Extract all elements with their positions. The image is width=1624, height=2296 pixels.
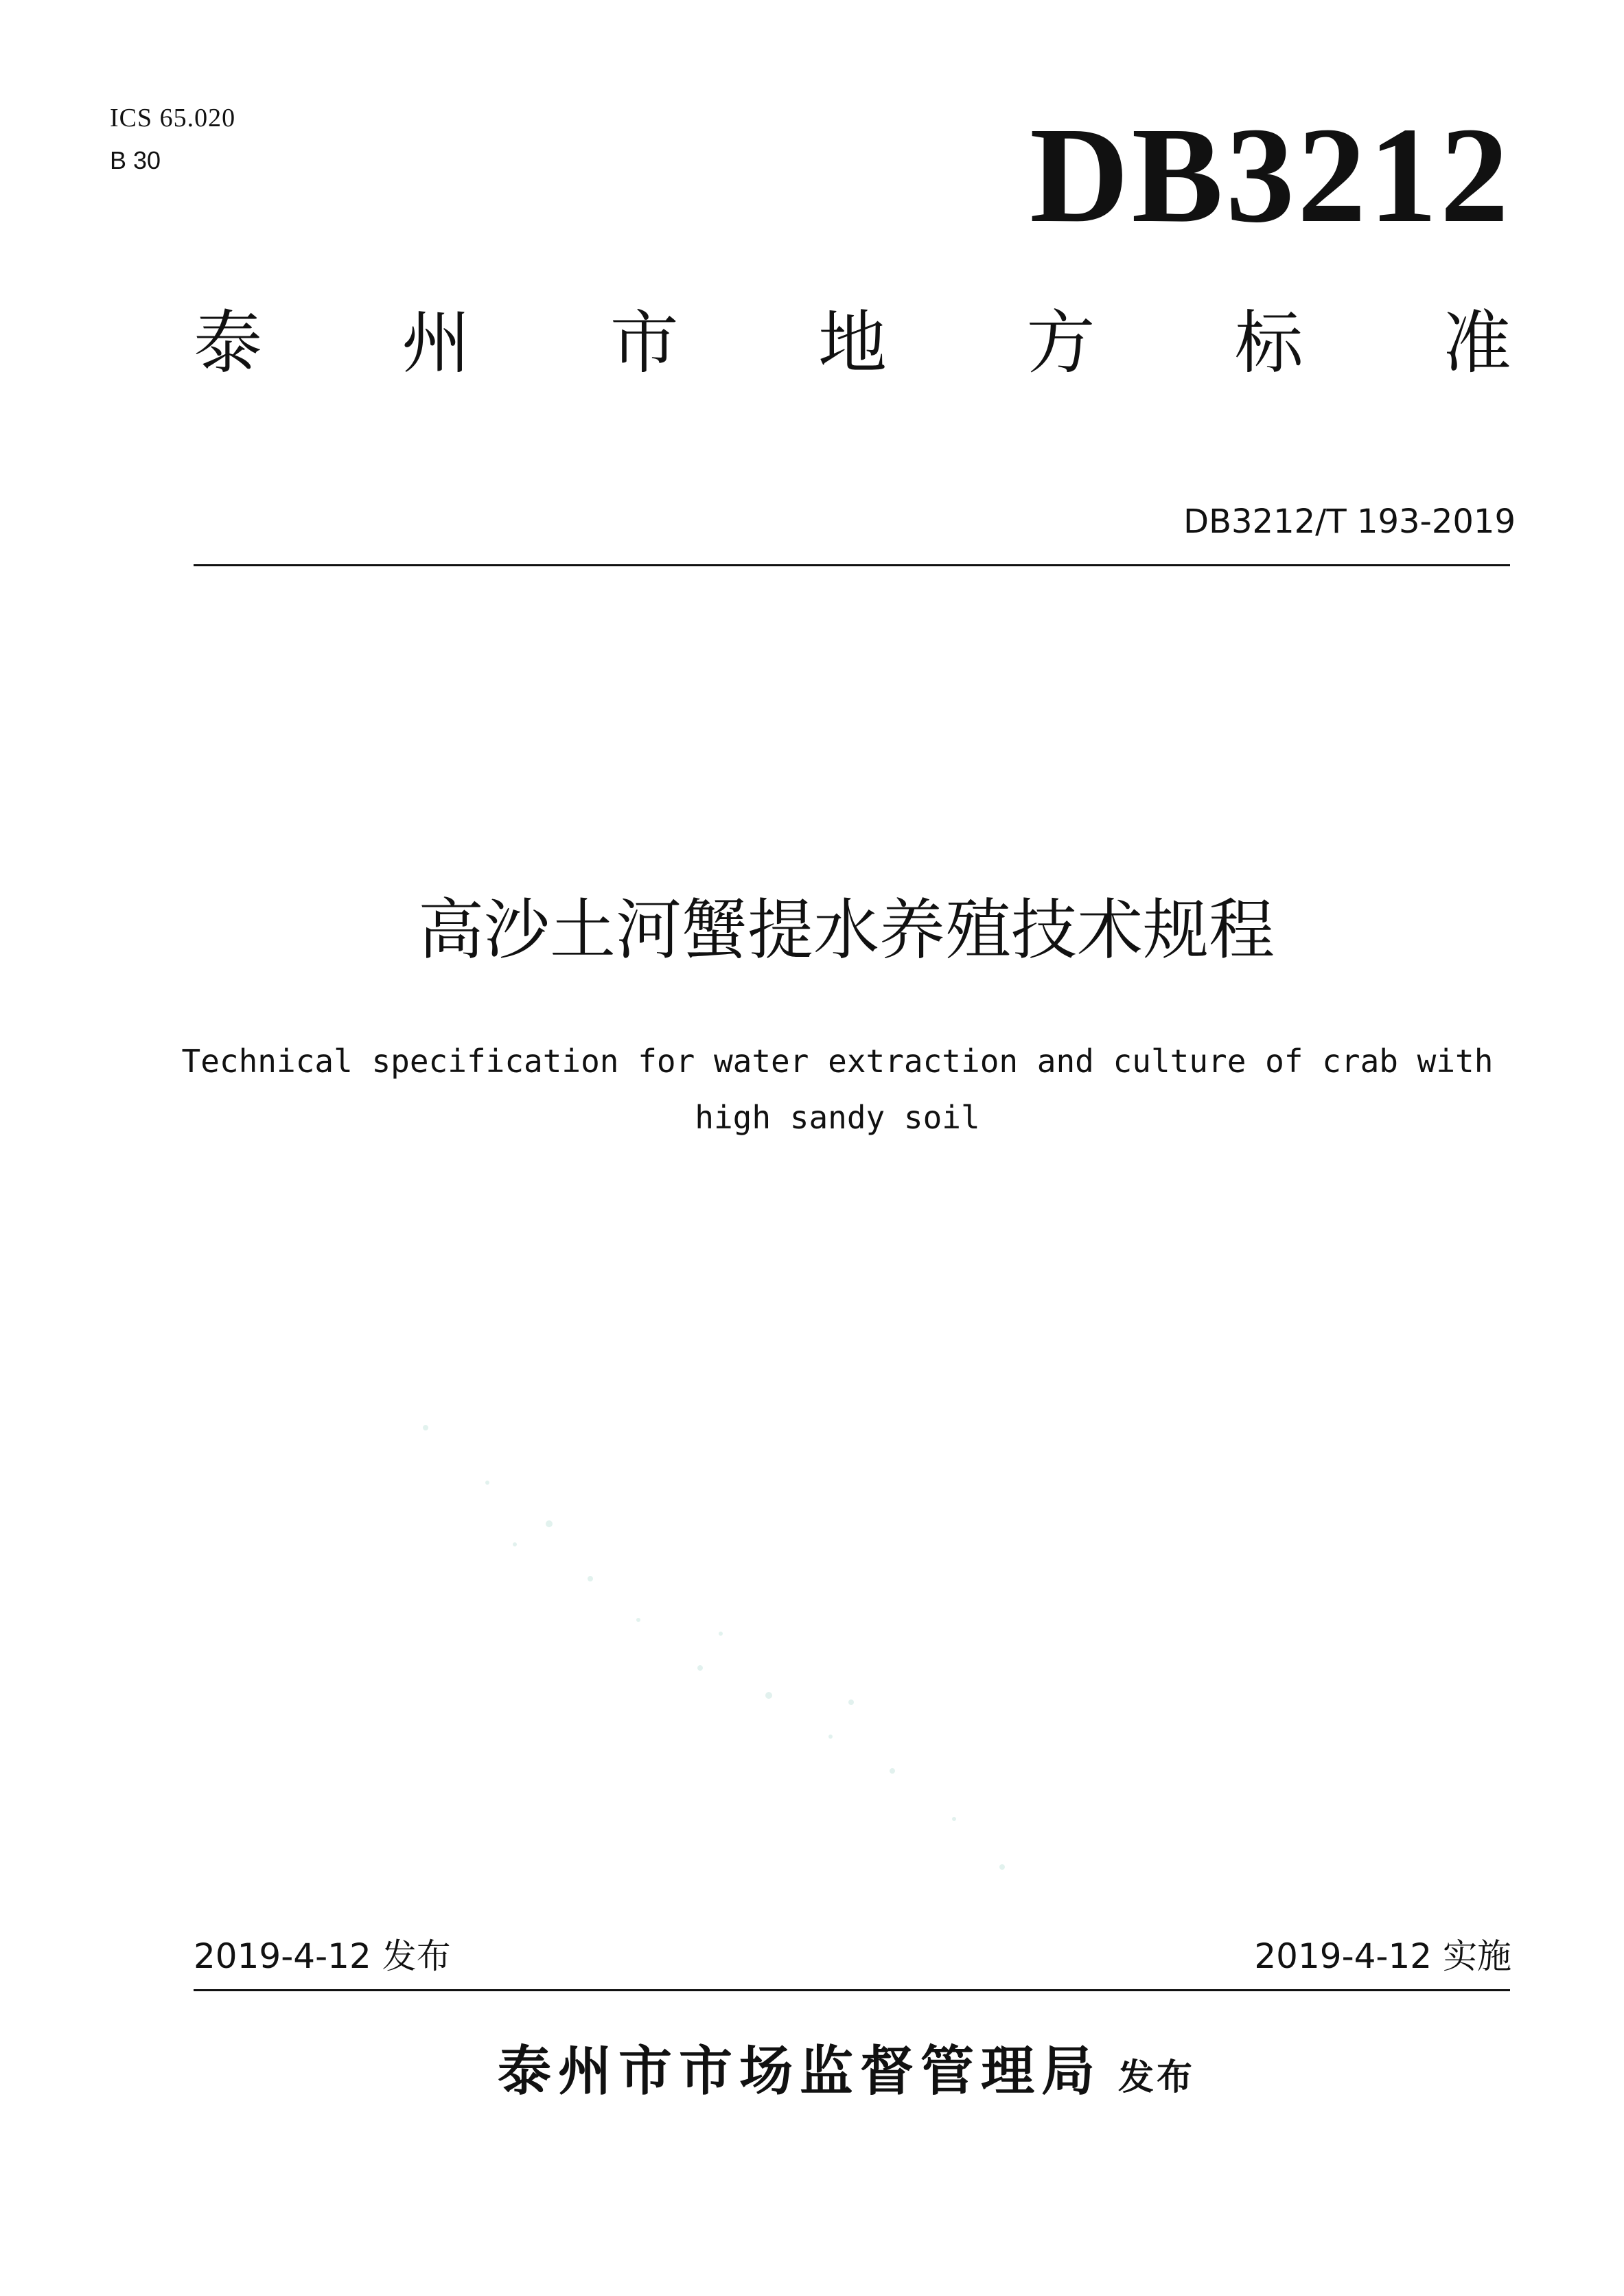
document-title-english: [178, 1033, 1496, 1146]
standard-number: DB3212/T 193-2019: [1183, 502, 1516, 541]
standard-type-char: 市: [610, 303, 679, 383]
english-title-line-1: Technical specification for water extraction and culture of crab with: [181, 1043, 1494, 1080]
standard-type-char: 泰: [194, 303, 262, 383]
standard-code-heading: DB3212: [1030, 100, 1511, 251]
issuer-suffix: 发布: [1118, 2057, 1196, 2098]
standard-type-heading: [194, 299, 1511, 388]
document-title-chinese: 高沙土河蟹提水养殖技术规程: [418, 892, 1275, 969]
standard-type-char: 州: [402, 303, 471, 383]
issue-date: 2019-4-12 发布: [194, 1936, 451, 1976]
standard-type-char: 地: [817, 303, 887, 383]
header-divider: [194, 564, 1510, 566]
issuing-authority: [137, 2028, 1555, 2105]
footer-divider: [194, 1989, 1510, 1991]
ccs-code: B 30: [110, 146, 161, 174]
implementation-date: 2019-4-12 实施: [1254, 1936, 1511, 1976]
standard-type-char: 准: [1442, 303, 1511, 383]
standard-type-char: 标: [1234, 303, 1303, 383]
english-title-line-2: high sandy soil: [695, 1099, 980, 1136]
faint-watermark-dots: [412, 1373, 1304, 1922]
issuer-name: 泰州市市场监督管理局: [497, 2041, 1102, 2102]
ics-code: ICS 65.020: [110, 104, 236, 132]
standard-type-char: 方: [1026, 303, 1095, 383]
